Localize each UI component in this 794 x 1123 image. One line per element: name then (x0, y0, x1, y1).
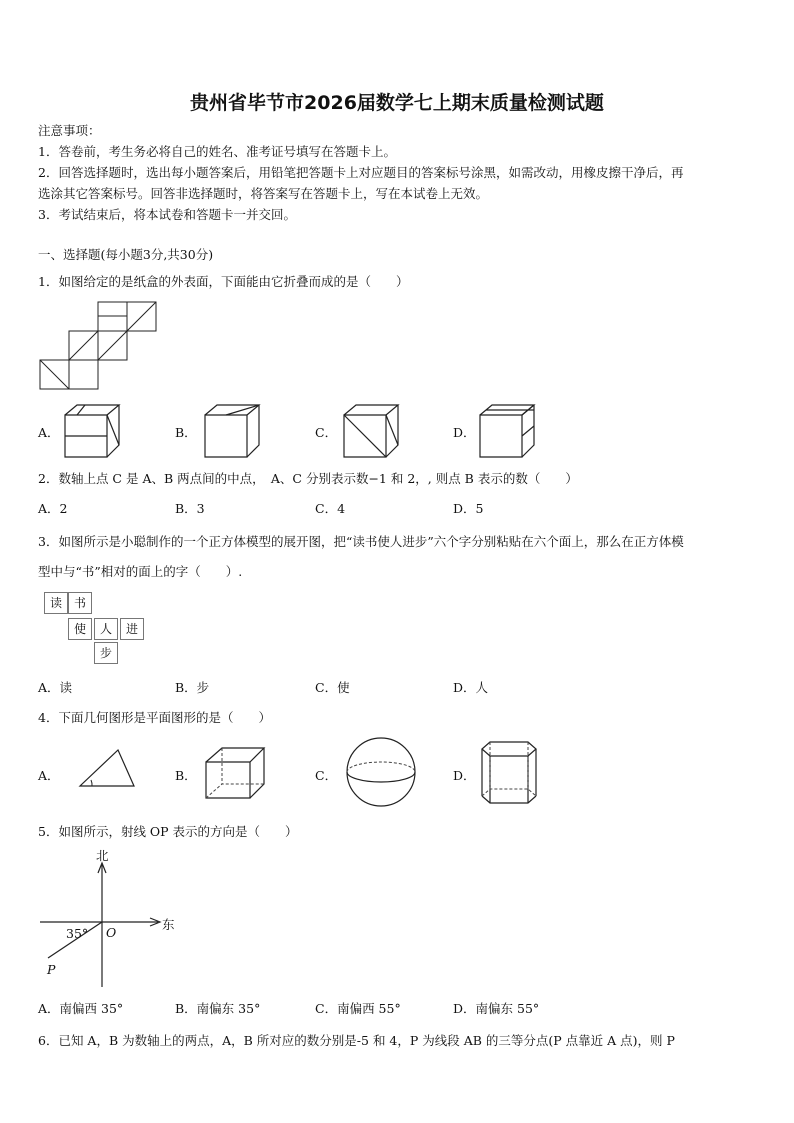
q1-option-a[interactable]: A． (38, 425, 60, 440)
q3-option-d[interactable]: D．人 (453, 680, 489, 695)
point-p-label: P (47, 962, 56, 977)
notice-item-3: 3．考试结束后，将本试卷和答题卡一并交回。 (38, 207, 296, 222)
q6-stem: 6．已知 A，B 为数轴上的两点，A，B 所对应的数分别是-5 和 4，P 为线段 AB 的三等分点(P 点靠近 A 点)，则 P (38, 1033, 675, 1048)
q1-stem: 1．如图给定的是纸盒的外表面，下面能由它折叠而成的是（ ） (38, 274, 409, 289)
q2-option-a[interactable]: A．2 (38, 501, 68, 516)
q4-option-d[interactable]: D． (453, 768, 476, 783)
notice-item-2: 2．回答选择题时，选出每小题答案后，用铅笔把答题卡上对应题目的答案标号涂黑，如需改动，用橡皮擦干净后，再 (38, 165, 684, 180)
q2-stem: 2．数轴上点 C 是 A、B 两点间的中点， A、C 分别表示数−1 和 2，, 则点 B 表示的数（ ） (38, 471, 578, 486)
q5-option-a[interactable]: A．南偏西 35° (38, 1001, 124, 1016)
q4-option-c[interactable]: C． (315, 768, 338, 783)
net-cell-shi: 使 (68, 618, 92, 640)
q1-option-d[interactable]: D． (453, 425, 476, 440)
notice-item-1: 1．答卷前，考生务必将自己的姓名、准考证号填写在答题卡上。 (38, 144, 396, 159)
section-heading: 一、选择题(每小题3分,共30分) (38, 247, 214, 262)
q1-option-c[interactable]: C． (315, 425, 338, 440)
notice-item-2-cont: 选涂其它答案标号。回答非选择题时，将答案写在答题卡上，写在本试卷上无效。 (38, 186, 489, 201)
q4-option-b[interactable]: B． (175, 768, 197, 783)
q4-sphere-figure (340, 736, 422, 808)
net-cell-bu: 步 (94, 642, 118, 664)
q4-hexagonal-prism-figure (480, 738, 540, 808)
q3-option-b[interactable]: B．步 (175, 680, 210, 695)
q4-stem: 4．下面几何图形是平面图形的是（ ） (38, 710, 271, 725)
q3-stem-line1: 3．如图所示是小聪制作的一个正方体模型的展开图，把“读书使人进步”六个字分别粘贴在六个面上，那么在正方体模 (38, 534, 684, 549)
q5-option-d[interactable]: D．南偏东 55° (453, 1001, 540, 1016)
notice-heading: 注意事项： (38, 123, 101, 138)
q5-option-b[interactable]: B．南偏东 35° (175, 1001, 261, 1016)
net-cell-du: 读 (44, 592, 68, 614)
q1-option-b[interactable]: B． (175, 425, 197, 440)
east-label: 东 (162, 917, 175, 932)
q2-option-b[interactable]: B．3 (175, 501, 205, 516)
q1-cube-b (203, 403, 265, 458)
page-title: 贵州省毕节市2026届数学七上期末质量检测试题 (190, 92, 604, 114)
q3-option-a[interactable]: A．读 (38, 680, 73, 695)
q1-net-figure (38, 302, 158, 392)
q2-option-d[interactable]: D．5 (453, 501, 484, 516)
north-label: 北 (96, 848, 109, 863)
q2-option-c[interactable]: C．4 (315, 501, 346, 516)
q4-option-a[interactable]: A． (38, 768, 60, 783)
angle-label: 35° (66, 926, 89, 941)
q4-triangle-figure (62, 738, 148, 806)
net-cell-shu: 书 (68, 592, 92, 614)
q5-option-c[interactable]: C．南偏西 55° (315, 1001, 401, 1016)
origin-label: O (106, 925, 117, 940)
q3-net-figure (44, 592, 154, 666)
q5-stem: 5．如图所示，射线 OP 表示的方向是（ ） (38, 824, 298, 839)
net-cell-jin: 进 (120, 618, 144, 640)
q1-cube-c (342, 403, 404, 458)
q1-cube-a (63, 403, 125, 458)
q4-cuboid-figure (200, 744, 270, 804)
net-cell-ren: 人 (94, 618, 118, 640)
q1-cube-d (478, 403, 540, 458)
q3-stem-line2: 型中与“书”相对的面上的字（ ）. (38, 564, 243, 579)
q3-option-c[interactable]: C．使 (315, 680, 350, 695)
